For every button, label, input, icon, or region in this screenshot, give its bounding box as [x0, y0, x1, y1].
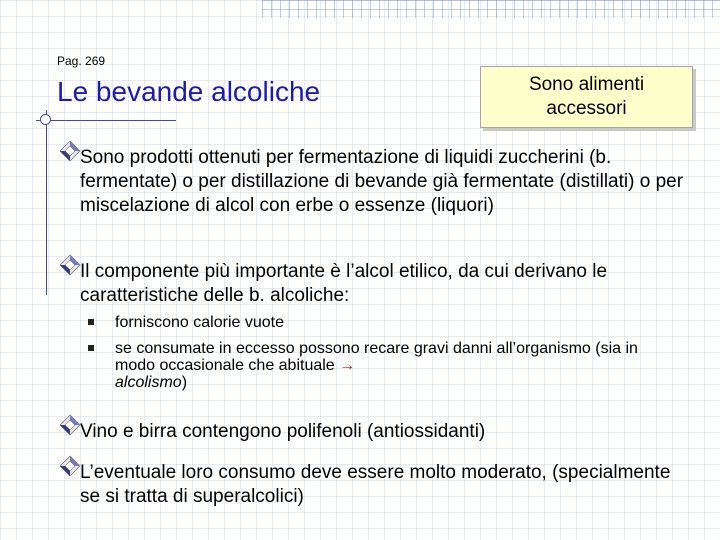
slide-title: Le bevande alcoliche	[57, 76, 321, 107]
diamond-bullet-icon	[59, 140, 81, 162]
sub-bullet-text: se consumate in eccesso possono recare gravi danni all’organismo (sia in modo occasionale che abituale	[115, 340, 638, 374]
title-circle-ornament	[40, 114, 51, 125]
sub-bullet-tail: )	[181, 374, 188, 391]
sub-bullet-text: forniscono calorie vuote	[115, 314, 284, 331]
callout-text: Sono alimenti accessori	[528, 74, 645, 119]
bullet-text: Il componente più importante è l’alcol etilico, da cui derivano le caratteristiche delle b. alcoliche:	[80, 261, 608, 306]
corner-grid-decoration	[262, 0, 720, 18]
bullet-item	[80, 260, 690, 308]
arrow-icon: →	[339, 357, 356, 374]
square-bullet-icon	[88, 319, 94, 325]
diamond-bullet-icon	[59, 455, 81, 477]
title-underline	[36, 120, 176, 121]
sub-bullet-emphasis: alcolismo	[115, 374, 182, 391]
diamond-bullet-icon	[59, 414, 81, 436]
left-vertical-rule	[46, 110, 47, 295]
sub-bullet-item	[115, 340, 655, 391]
bullet-item	[80, 461, 690, 509]
bullet-item	[80, 420, 690, 444]
bullet-text: Sono prodotti ottenuti per fermentazione di liquidi zuccherini (b. fermentate) o per distillazione di bevande già fermentate (distillati) o per miscelazione di alcol con erbe o essenze (liquori)	[80, 147, 684, 216]
sub-bullet-item	[115, 314, 655, 331]
bullet-item	[80, 146, 690, 218]
square-bullet-icon	[88, 345, 94, 351]
page-number: Pag. 269	[57, 54, 106, 68]
bullet-text: L’eventuale loro consumo deve essere molto moderato, (specialmente se si tratta di superalcolici)	[80, 462, 671, 507]
diamond-bullet-icon	[59, 254, 81, 276]
bullet-text: Vino e birra contengono polifenoli (antiossidanti)	[80, 421, 486, 442]
callout-box	[480, 66, 693, 128]
